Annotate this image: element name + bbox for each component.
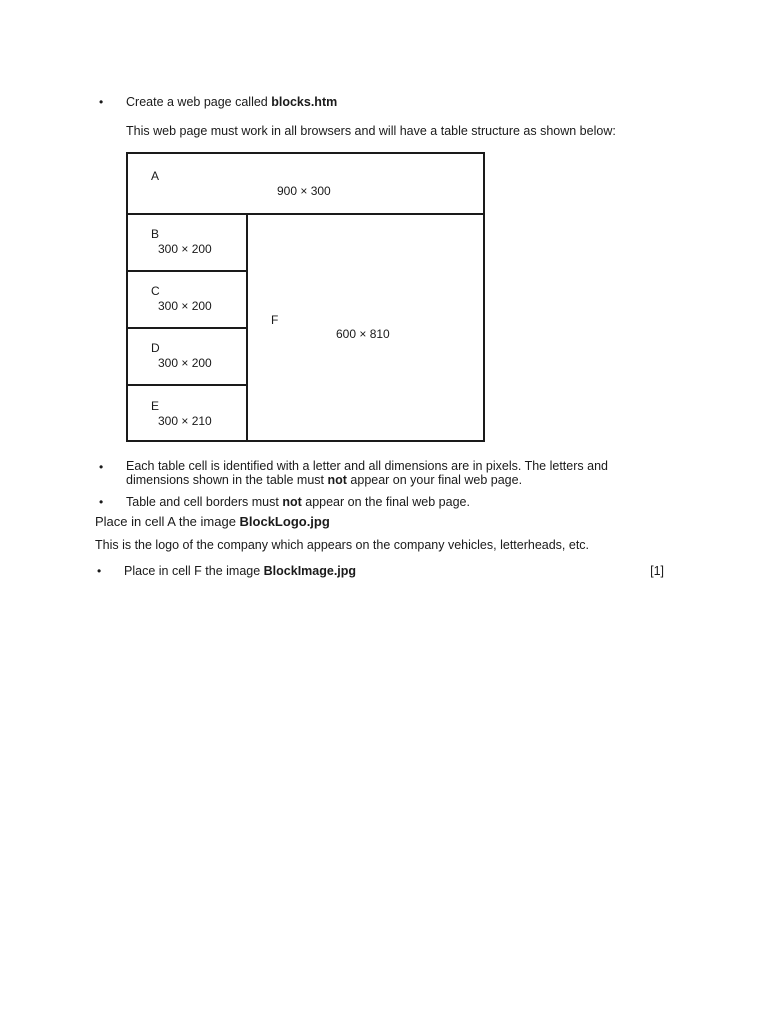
cell-b-label: B: [151, 227, 160, 241]
cell-b-dimensions: 300 × 200: [158, 242, 212, 256]
bullet-marker: •: [99, 495, 104, 509]
instruction-place-image: [124, 564, 356, 579]
cell-e-dimensions: 300 × 210: [158, 414, 212, 428]
cell-a-label: A: [151, 169, 160, 183]
cell-f-dimensions: 600 × 810: [336, 327, 390, 341]
logo-description: This is the logo of the company which appears on the company vehicles, letterheads, etc.: [95, 538, 590, 552]
bullet-marker: •: [97, 564, 102, 578]
instruction-text: Place in cell A the image: [95, 514, 240, 529]
emphasis-not: not: [282, 495, 302, 509]
filename-blocks: blocks.htm: [271, 95, 338, 109]
cell-e-label: E: [151, 399, 160, 413]
cell-f: [246, 213, 485, 442]
mark-allocation: [1]: [650, 564, 664, 578]
instruction-cell-identification-line2: [126, 473, 522, 488]
intro-text: This web page must work in all browsers and will have a table structure as shown below:: [126, 124, 616, 138]
instruction-text: Create a web page called: [126, 95, 272, 109]
filename-blocklogo: BlockLogo.jpg: [239, 514, 330, 529]
filename-blockimage: BlockImage.jpg: [263, 564, 357, 578]
instruction-create-page: [126, 95, 337, 110]
cell-c-label: C: [151, 284, 160, 298]
cell-a-dimensions: 900 × 300: [277, 184, 331, 198]
instruction-text: Table and cell borders must: [126, 495, 283, 509]
table-structure-diagram: [126, 152, 485, 442]
bullet-marker: •: [99, 95, 104, 109]
cell-e: [126, 384, 248, 442]
instruction-cell-identification-line1: Each table cell is identified with a letter and all dimensions are in pixels. The letters and: [126, 459, 608, 473]
instruction-text: appear on your final web page.: [346, 473, 523, 487]
instruction-text: Place in cell F the image: [124, 564, 264, 578]
instruction-borders: [126, 495, 470, 510]
cell-f-label: F: [271, 313, 279, 327]
cell-b: [126, 213, 248, 272]
emphasis-not: not: [327, 473, 347, 487]
instruction-text: dimensions shown in the table must: [126, 473, 328, 487]
instruction-text: appear on the final web page.: [301, 495, 470, 509]
cell-d: [126, 327, 248, 386]
cell-a: [126, 152, 485, 215]
cell-d-label: D: [151, 341, 160, 355]
bullet-marker: •: [99, 460, 104, 474]
cell-c: [126, 270, 248, 329]
cell-c-dimensions: 300 × 200: [158, 299, 212, 313]
instruction-place-logo: [95, 514, 330, 529]
cell-d-dimensions: 300 × 200: [158, 356, 212, 370]
